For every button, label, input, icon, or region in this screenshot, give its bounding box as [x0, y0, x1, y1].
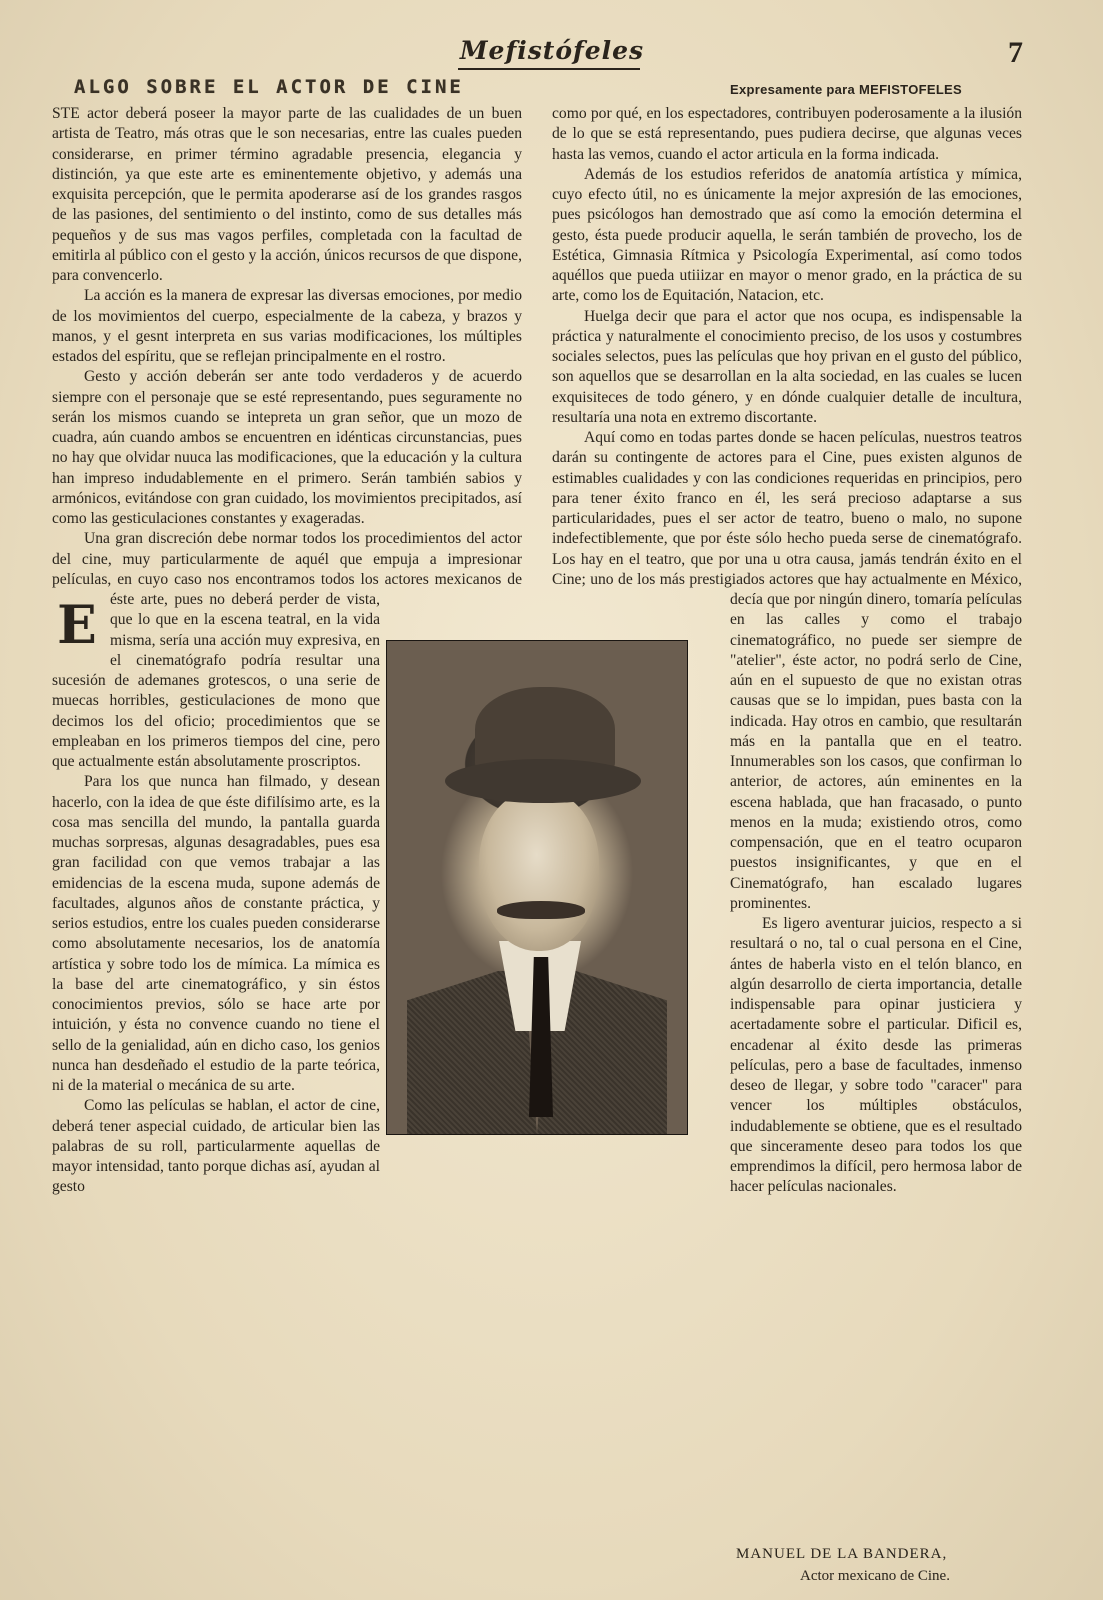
paragraph: Aquí como en todas partes donde se hacen películas, nuestros teatros darán su contingente de actores para el Cine, pues existen algunos de estimables cualidades y con las condiciones requeridas en principios, pero para tener éxito franco en él, les será precioso adaptarse a sus particularidades, pues el ser actor de teatro, bueno o malo, no supone indefectiblemente, que por éste sólo hecho pueda serse de cinematógrafo. Los hay en el teatro, que por una u otra causa, jamás tendrán éxito en el Cine; uno de los más prestigiados actores que hay actualmente en México, decía que por ningún dinero, tomaría películas en las calles y como el trabajo cinematográfico, no puede ser siempre de "atelier", éste actor, no podrá serlo de Cine, aún en el supuesto de que no existan otras causas que se lo impidan, pues basta con la indicada. Hay otros en cambio, que resultarán más en la pantalla que en el teatro. Innumerables son los casos, que confirman lo anterior, de actores, aún eminentes en la escena hablada, que han fracasado, o punto menos en la muda; existiendo otros, como compensación, que en el teatro ocuparon puestos insignificantes, y que en el Cinematógrafo, han escalado lugares prominentes.: [552, 429, 1022, 912]
article-title: ALGO SOBRE EL ACTOR DE CINE: [74, 76, 464, 98]
drop-cap-letter: E: [57, 595, 97, 656]
paragraph: Una gran discreción debe normar todos los procedimientos del actor del cine, muy particularmente de aquél que empuja a impresionar películas, en cuyo caso nos encontramos todos los actores mexicanos de éste arte, pues no deberá perder de vista, que lo que en la escena teatral, en la vida misma, sería una acción muy expresiva, en el cinematógrafo podría resultar una sucesión de ademanes grotescos, o una serie de muecas horribles, gesticulaciones de mono que decimos los del oficio; procedimientos que se empleaban en los primeros tiempos del cine, pero que actualmente están absolutamente proscriptos.: [52, 530, 522, 770]
author-name: MANUEL DE LA BANDERA,: [736, 1546, 948, 1562]
paragraph: E STE actor deberá poseer la mayor parte de las cualidades de un buen artista de Teatro, más otras que le son necesarias, entre las cuales pueden considerarse, en primer término agradable presencia, elegancia y distinción, ya que este arte es eminentemente objetivo, y además una exquisita percepción, que le permita apoderarse así de los grandes rasgos de las pasiones, del sentimiento o del instinto, como de sus detalles más pequeños y de sus mas vagos perfiles, completada con la facultad de emitirla al público con el gesto y la acción, únicos recursos de que dispone, para convencerlo.: [52, 105, 522, 656]
paragraph: Es ligero aventurar juicios, respecto a si resultará o no, tal o cual persona en el Cine, ántes de haberla visto en el telón blanco, en algún desarrollo de cierta importancia, detalle indispensable para opinar justiciera y acertadamente sobre el particular. Dificil es, encadenar al éxito desde las primeras películas, pero a base de facultades, inmenso deseo de llegar, y sobre todo "caracer" para vencer los múltiples obstáculos, indudablemente se obtiene, que es el resultado que sinceramente deseo para todos los que emprendimos la difícil, pero hermosa labor de hacer películas nacionales.: [730, 915, 1022, 1196]
article-byline-note: Expresamente para MEFISTOFELES: [730, 82, 962, 97]
actor-portrait-photo: [386, 640, 688, 1135]
paragraph: Para los que nunca han filmado, y desean hacerlo, con la idea de que éste difilísimo arte, es la cosa mas sencilla del mundo, la pantalla guarda muchas sorpresas, algunas desagradables, pues esa gran facilidad con que vemos trabajar a las emidencias de la escena muda, supone además de facultades, algunos años de constante práctica, y serios estudios, entre los cuales pueden considerarse como absolutamente necesarios, los de anatomía artística y sobre todo los de mímica. La mímica es la base del arte cinematográfico, y sin éstos conocimientos previos, sólo se hace arte por intuición, y ésta no convence cuando no tiene el sello de la genialidad, aún en dicho caso, los genios nunca han desdeñado el estudio de la parte teórica, ni de la material o mecánica de su arte.: [52, 773, 380, 1094]
page-number: 7: [1008, 36, 1023, 69]
paragraph: Huelga decir que para el actor que nos ocupa, es indispensable la práctica y naturalmente el conocimiento preciso, de los usos y costumbres sociales selectos, pues las películas que hoy privan en el gusto del público, son aquellos que se desarrollan en la alta sociedad, en las cuales se lucen exquisiteces de todo género, y en dónde cualquier detalle de incultura, resultaría una nota en extremo discortante.: [552, 307, 1022, 426]
paragraph: Además de los estudios referidos de anatomía artística y mímica, cuyo efecto útil, no es únicamente la mejor axpresión de las emociones, pues psicólogos han demostrado que así como la emoción determina el gesto, ésta puede producir aquella, le serán también de provecho, los de Estética, Gimnasia Rítmica y Psicología Experimental, así como todos aquéllos que pueda utiiizar en mayor o menor grado, en la práctica de su arte, como los de Equitación, Natacion, etc.: [552, 165, 1022, 305]
paragraph: La acción es la manera de expresar las diversas emociones, por medio de los movimientos del cuerpo, especialmente de la cabeza, y brazos y manos, y el gesnt interpreta en sus varias modificaciones, los múltiples estados del espíritu, que se reflejan principalmente en el rostro.: [52, 287, 522, 365]
photo-hat-brim: [445, 759, 641, 803]
paragraph: Gesto y acción deberán ser ante todo verdaderos y de acuerdo siempre con el personaje que se esté representando, pues seguramente no serán los mismos cuando se intepreta un gran señor, que un mozo de cuadra, aún cuando ambos se encuentren en idénticas circunstancias, pues no hay que olvidar nuuca las modificaciones, que la educación y la cultura han impreso indudablemente en el primero. Serán también sabios y armónicos, evitándose con gran cuidado, los movimientos precipitados, así como las gesticulaciones constantes y exageradas.: [52, 368, 522, 527]
photo-face: [479, 791, 599, 951]
publication-title: Mefistófeles: [459, 36, 645, 65]
masthead: [0, 36, 1103, 70]
masthead-rule: [458, 68, 640, 70]
author-role: Actor mexicano de Cine.: [800, 1568, 950, 1584]
paragraph: como por qué, en los espectadores, contribuyen poderosamente a la ilusión de lo que se está representando, pues pudiera decirse, que algunas veces hasta las vemos, cuando el actor articula en la forma indicada.: [552, 105, 1022, 163]
paragraph: Como las películas se hablan, el actor de cine, deberá tener aspecial cuidado, de articular bien las palabras de su roll, particularmente aquellas de mayor intensidad, tanto porque dichas así, ayudan al gesto: [52, 1097, 380, 1196]
photo-moustache: [497, 901, 585, 919]
